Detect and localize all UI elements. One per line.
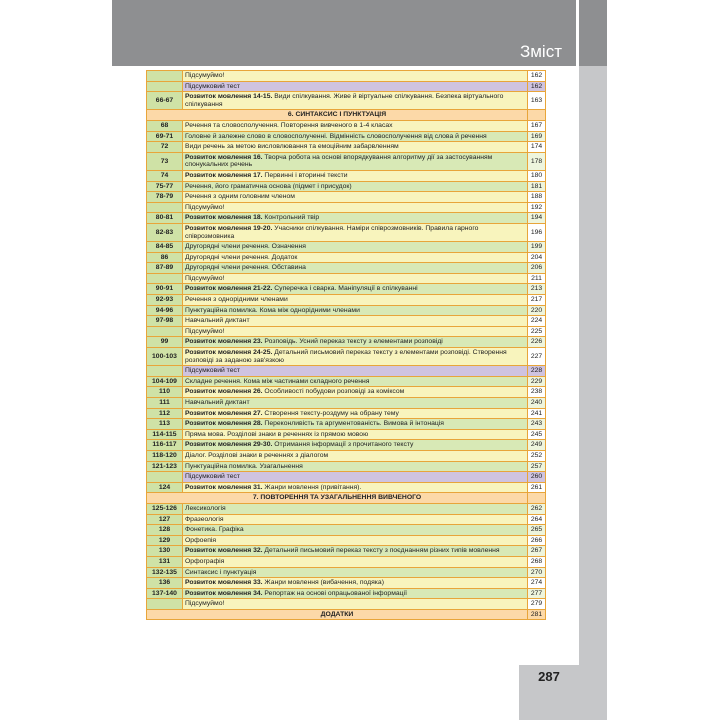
lesson-number: 137-140 — [147, 588, 183, 599]
page-ref: 180 — [528, 170, 546, 181]
speech-development-label: Розвиток мовлення 29-30. — [185, 441, 273, 449]
toc-row — [147, 71, 546, 82]
lesson-number: 68 — [147, 120, 183, 131]
side-strip — [579, 0, 607, 720]
page-ref: 245 — [528, 429, 546, 440]
speech-development-label: Розвиток мовлення 31. — [185, 483, 263, 491]
speech-development-label: Розвиток мовлення 17. — [185, 171, 263, 179]
lesson-title — [183, 120, 528, 131]
page-ref: 217 — [528, 295, 546, 306]
toc-row — [147, 398, 546, 409]
page-ref: 228 — [528, 366, 546, 377]
page-ref: 224 — [528, 316, 546, 327]
speech-development-label: Розвиток мовлення 23. — [185, 338, 263, 346]
lesson-title-text: Підсумуймо! — [185, 600, 225, 608]
lesson-number: 78-79 — [147, 192, 183, 203]
speech-development-label: Розвиток мовлення 26. — [185, 388, 263, 396]
lesson-title-text: Навчальний диктант — [185, 317, 250, 325]
page-ref: 240 — [528, 398, 546, 409]
lesson-title — [183, 387, 528, 398]
page-ref: 229 — [528, 376, 546, 387]
page-ref: 162 — [528, 71, 546, 82]
toc-row — [147, 242, 546, 253]
page-ref: 188 — [528, 192, 546, 203]
page-ref: 267 — [528, 546, 546, 557]
lesson-title-text: Діалог. Розділові знаки в реченнях з діалогом — [185, 451, 329, 459]
speech-development-label: Розвиток мовлення 14-15. — [185, 93, 273, 101]
speech-development-label: Розвиток мовлення 27. — [185, 409, 263, 417]
lesson-title-text: Другорядні члени речення. Додаток — [185, 253, 298, 261]
toc-row — [147, 482, 546, 493]
page-ref: 279 — [528, 599, 546, 610]
toc-row — [147, 556, 546, 567]
toc-row — [147, 337, 546, 348]
table-of-contents — [146, 70, 546, 620]
section-heading-row — [147, 493, 546, 504]
toc-row — [147, 252, 546, 263]
lesson-title-text: Учасники спілкування. Наміри співрозмовників. Правила гарного співрозмовника — [185, 224, 479, 240]
lesson-title — [183, 472, 528, 483]
lesson-title-text: Створення тексту-роздуму на обрану тему — [262, 409, 399, 417]
lesson-title-text: Творча робота на основі впорядкування алгоритму дії за застосуванням спонукальних речень — [185, 153, 493, 169]
lesson-number: 131 — [147, 556, 183, 567]
lesson-title — [183, 450, 528, 461]
lesson-number: 90-91 — [147, 284, 183, 295]
lesson-number: 128 — [147, 525, 183, 536]
lesson-title-text: Речення та словосполучення. Повторення вивченого в 1-4 класах — [185, 121, 393, 129]
lesson-title-text: Види спілкування. Живе й віртуальне спілкування. Безпека віртуального спілкування — [185, 93, 504, 108]
toc-row — [147, 273, 546, 284]
page-ref: 268 — [528, 556, 546, 567]
toc-row — [147, 599, 546, 610]
toc-row — [147, 202, 546, 213]
lesson-title-text: Синтаксис і пунктуація — [185, 568, 257, 576]
toc-row — [147, 192, 546, 203]
lesson-title-text: Орфографія — [185, 557, 225, 565]
lesson-number: 110 — [147, 387, 183, 398]
lesson-number: 94-96 — [147, 305, 183, 316]
toc-row — [147, 503, 546, 514]
page-ref: 265 — [528, 525, 546, 536]
lesson-title-text: Отримання інформації з прочитаного тексту — [272, 441, 414, 449]
lesson-title-text: Жанри мовлення (вибачення, подяка) — [262, 579, 384, 587]
toc-row — [147, 461, 546, 472]
toc-row — [147, 170, 546, 181]
page-ref: 277 — [528, 588, 546, 599]
toc-row — [147, 472, 546, 483]
lesson-number: 80-81 — [147, 213, 183, 224]
lesson-title — [183, 71, 528, 82]
lesson-number — [147, 273, 183, 284]
lesson-title-text: Підсумуймо! — [185, 72, 225, 79]
lesson-title — [183, 461, 528, 472]
lesson-number: 118-120 — [147, 450, 183, 461]
lesson-title — [183, 578, 528, 589]
page-ref: 162 — [528, 81, 546, 92]
lesson-number: 84-85 — [147, 242, 183, 253]
lesson-number: 104-109 — [147, 376, 183, 387]
lesson-title — [183, 181, 528, 192]
lesson-title-text: Детальний письмовий переказ тексту з елементами розповіді. Створення розповіді за заданою зав'язкою — [185, 349, 507, 364]
page-ref: 243 — [528, 419, 546, 430]
page-ref: 249 — [528, 440, 546, 451]
lesson-title — [183, 503, 528, 514]
lesson-title — [183, 440, 528, 451]
lesson-title-text: Речення з одним головним членом — [185, 193, 295, 201]
speech-development-label: Розвиток мовлення 18. — [185, 214, 263, 222]
lesson-number: 82-83 — [147, 223, 183, 241]
lesson-title-text: Переконливість та аргументованість. Вимова й інтонація — [262, 420, 444, 428]
lesson-number: 111 — [147, 398, 183, 409]
lesson-title — [183, 305, 528, 316]
toc-row — [147, 131, 546, 142]
lesson-title — [183, 326, 528, 337]
toc-row — [147, 295, 546, 306]
lesson-title-text: Детальний письмовий переказ тексту з поєднанням різних типів мовлення — [262, 547, 500, 555]
speech-development-label: Розвиток мовлення 16. — [185, 153, 263, 161]
page-ref: 194 — [528, 213, 546, 224]
lesson-title — [183, 295, 528, 306]
toc-row — [147, 305, 546, 316]
page-ref: 199 — [528, 242, 546, 253]
toc-row — [147, 263, 546, 274]
lesson-title-text: Підсумуймо! — [185, 274, 225, 282]
lesson-title-text: Підсумуймо! — [185, 327, 225, 335]
lesson-title — [183, 482, 528, 493]
lesson-title — [183, 242, 528, 253]
page-ref: 252 — [528, 450, 546, 461]
lesson-number: 124 — [147, 482, 183, 493]
page-ref: 238 — [528, 387, 546, 398]
lesson-number: 132-135 — [147, 567, 183, 578]
lesson-number: 92-93 — [147, 295, 183, 306]
toc-row — [147, 326, 546, 337]
lesson-number — [147, 472, 183, 483]
page-ref: 220 — [528, 305, 546, 316]
toc-row — [147, 284, 546, 295]
lesson-title — [183, 366, 528, 377]
lesson-title — [183, 408, 528, 419]
toc-row — [147, 181, 546, 192]
section-heading: 6. СИНТАКСИС І ПУНКТУАЦІЯ — [147, 110, 528, 121]
lesson-number: 125-126 — [147, 503, 183, 514]
page-ref: 196 — [528, 223, 546, 241]
lesson-number — [147, 81, 183, 92]
lesson-title — [183, 284, 528, 295]
section-heading-row — [147, 609, 546, 620]
lesson-title-text: Складне речення. Кома між частинами складного речення — [185, 377, 370, 385]
toc-row — [147, 316, 546, 327]
page-ref: 225 — [528, 326, 546, 337]
lesson-number: 99 — [147, 337, 183, 348]
toc-row — [147, 387, 546, 398]
page-ref: 213 — [528, 284, 546, 295]
lesson-number — [147, 71, 183, 82]
lesson-title — [183, 131, 528, 142]
toc-row — [147, 142, 546, 153]
speech-development-label: Розвиток мовлення 24-25. — [185, 349, 273, 357]
lesson-title — [183, 192, 528, 203]
lesson-title — [183, 525, 528, 536]
lesson-title-text: Підсумковий тест — [185, 82, 241, 90]
lesson-title — [183, 348, 528, 366]
lesson-title — [183, 588, 528, 599]
toc-row — [147, 213, 546, 224]
page-ref: 241 — [528, 408, 546, 419]
speech-development-label: Розвиток мовлення 32. — [185, 547, 263, 555]
lesson-number: 113 — [147, 419, 183, 430]
lesson-title — [183, 398, 528, 409]
speech-development-label: Розвиток мовлення 33. — [185, 579, 263, 587]
lesson-title-text: Фонетика. Графіка — [185, 526, 244, 534]
lesson-title-text: Суперечка і сварка. Маніпуляції в спілкуванні — [272, 285, 418, 293]
lesson-title — [183, 273, 528, 284]
speech-development-label: Розвиток мовлення 21-22. — [185, 285, 273, 293]
lesson-title — [183, 170, 528, 181]
page-ref: 163 — [528, 92, 546, 110]
lesson-number: 130 — [147, 546, 183, 557]
toc-row — [147, 419, 546, 430]
lesson-title — [183, 337, 528, 348]
lesson-title-text: Лексикологія — [185, 504, 226, 512]
lesson-title-text: Жанри мовлення (привітання). — [262, 483, 362, 491]
lesson-title-text: Другорядні члени речення. Обставина — [185, 264, 306, 272]
section-title: Зміст — [519, 42, 562, 61]
page-ref: 174 — [528, 142, 546, 153]
lesson-number: 72 — [147, 142, 183, 153]
lesson-number: 87-89 — [147, 263, 183, 274]
lesson-number: 112 — [147, 408, 183, 419]
speech-development-label: Розвиток мовлення 34. — [185, 589, 263, 597]
lesson-title — [183, 152, 528, 170]
lesson-title — [183, 316, 528, 327]
lesson-title — [183, 429, 528, 440]
lesson-number — [147, 202, 183, 213]
lesson-number: 100-103 — [147, 348, 183, 366]
lesson-number: 73 — [147, 152, 183, 170]
lesson-title-text: Пряма мова. Розділові знаки в реченнях із прямою мовою — [185, 430, 369, 438]
page-ref: 226 — [528, 337, 546, 348]
lesson-title — [183, 252, 528, 263]
page-ref — [528, 493, 546, 504]
lesson-number: 136 — [147, 578, 183, 589]
lesson-title-text: Контрольний твір — [262, 214, 320, 222]
page-ref: 266 — [528, 535, 546, 546]
lesson-title-text: Репортаж на основі опрацьованої інформації — [262, 589, 407, 597]
toc-row — [147, 588, 546, 599]
toc-row — [147, 376, 546, 387]
page-ref: 264 — [528, 514, 546, 525]
page-ref: 261 — [528, 482, 546, 493]
lesson-number: 66-67 — [147, 92, 183, 110]
toc-row — [147, 81, 546, 92]
lesson-title — [183, 263, 528, 274]
page-ref: 169 — [528, 131, 546, 142]
toc-row — [147, 120, 546, 131]
section-heading: ДОДАТКИ — [147, 609, 528, 620]
lesson-number: 116-117 — [147, 440, 183, 451]
lesson-number: 86 — [147, 252, 183, 263]
lesson-title-text: Підсумуймо! — [185, 203, 225, 211]
toc-row — [147, 429, 546, 440]
page-ref: 274 — [528, 578, 546, 589]
lesson-title-text: Розповідь. Усний переказ тексту з елементами розповіді — [262, 338, 443, 346]
lesson-title — [183, 376, 528, 387]
page-ref: 178 — [528, 152, 546, 170]
lesson-title-text: Підсумковий тест — [185, 473, 241, 481]
lesson-title-text: Пунктуаційна помилка. Узагальнення — [185, 462, 303, 470]
speech-development-label: Розвиток мовлення 19-20. — [185, 224, 273, 232]
lesson-title-text: Фразеологія — [185, 515, 224, 523]
page-ref: 262 — [528, 503, 546, 514]
toc-row — [147, 546, 546, 557]
lesson-title-text: Орфоепія — [185, 536, 217, 544]
page-ref: 192 — [528, 202, 546, 213]
toc-row — [147, 514, 546, 525]
lesson-title — [183, 556, 528, 567]
lesson-title-text: Речення, його граматична основа (підмет і присудок) — [185, 182, 352, 190]
page-ref: 270 — [528, 567, 546, 578]
toc-row — [147, 450, 546, 461]
toc-row — [147, 408, 546, 419]
lesson-title — [183, 567, 528, 578]
page-ref: 227 — [528, 348, 546, 366]
lesson-title-text: Первинні і вторинні тексти — [262, 171, 348, 179]
lesson-title-text: Навчальний диктант — [185, 399, 250, 406]
toc-row — [147, 535, 546, 546]
lesson-title-text: Підсумковий тест — [185, 367, 241, 375]
lesson-number: 129 — [147, 535, 183, 546]
speech-development-label: Розвиток мовлення 28. — [185, 420, 263, 428]
toc-row — [147, 567, 546, 578]
lesson-number: 97-98 — [147, 316, 183, 327]
lesson-number: 75-77 — [147, 181, 183, 192]
toc-row — [147, 348, 546, 366]
page-ref: 204 — [528, 252, 546, 263]
lesson-number — [147, 326, 183, 337]
page-ref: 260 — [528, 472, 546, 483]
lesson-number — [147, 599, 183, 610]
lesson-number: 114-115 — [147, 429, 183, 440]
page-number: 287 — [538, 669, 560, 684]
lesson-title-text: Головне й залежне слово в словосполученні. Відмінність словосполучення від слова й речення — [185, 132, 487, 140]
lesson-title — [183, 419, 528, 430]
lesson-title-text: Другорядні члени речення. Означення — [185, 243, 306, 251]
lesson-title — [183, 223, 528, 241]
page-ref: 281 — [528, 609, 546, 620]
toc-body — [147, 71, 546, 620]
lesson-title-text: Пунктуаційна помилка. Кома між однорідними членами — [185, 306, 360, 314]
toc-row — [147, 366, 546, 377]
toc-row — [147, 152, 546, 170]
section-heading: 7. ПОВТОРЕННЯ ТА УЗАГАЛЬНЕННЯ ВИВЧЕНОГО — [147, 493, 528, 504]
lesson-number: 74 — [147, 170, 183, 181]
lesson-title — [183, 202, 528, 213]
toc-row — [147, 525, 546, 536]
lesson-title — [183, 92, 528, 110]
page-ref: 206 — [528, 263, 546, 274]
page-ref: 257 — [528, 461, 546, 472]
toc-row — [147, 440, 546, 451]
toc-row — [147, 92, 546, 110]
page-ref: 181 — [528, 181, 546, 192]
page-ref: 167 — [528, 120, 546, 131]
lesson-title — [183, 599, 528, 610]
toc-row — [147, 578, 546, 589]
lesson-title-text: Види речень за метою висловлювання та емоційним забарвленням — [185, 143, 399, 151]
lesson-number: 69-71 — [147, 131, 183, 142]
page-ref — [528, 110, 546, 121]
lesson-title — [183, 514, 528, 525]
lesson-number: 127 — [147, 514, 183, 525]
toc-row — [147, 223, 546, 241]
lesson-title — [183, 546, 528, 557]
lesson-title — [183, 142, 528, 153]
side-strip-top — [579, 0, 607, 66]
lesson-title — [183, 81, 528, 92]
page-ref: 211 — [528, 273, 546, 284]
lesson-title — [183, 213, 528, 224]
lesson-number: 121-123 — [147, 461, 183, 472]
lesson-title-text: Особливості побудови розповіді за коміксом — [262, 388, 405, 396]
lesson-number — [147, 366, 183, 377]
header-band — [112, 0, 576, 66]
lesson-title-text: Речення з однорідними членами — [185, 296, 288, 304]
lesson-title — [183, 535, 528, 546]
section-heading-row — [147, 110, 546, 121]
